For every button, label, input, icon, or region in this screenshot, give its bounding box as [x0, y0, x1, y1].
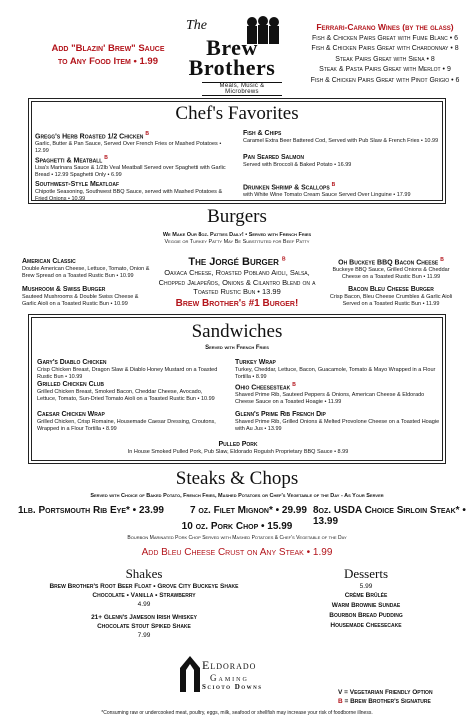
footnote: *Consuming raw or undercooked meat, poultry, eggs, milk, seafood or shellfish may increase your risk of foodborne illness. — [101, 710, 373, 716]
wine-row: Fish & Chicken Pairs Great with Chardonnay • 8 — [311, 45, 459, 52]
logo-brew: Brew — [206, 35, 258, 60]
menu-item: Turkey Wrap Turkey, Cheddar, Lettuce, Bacon, Guacamole, Tomato & Mayo Wrapped in a Flour Tortilla • 8.99 — [235, 359, 436, 380]
wine-row: Fish & Chicken Pairs Great with Pinot Grigio • 6 — [310, 76, 460, 84]
dessert-price: 5.99 — [359, 583, 373, 590]
menu-item: Bacon Bleu Cheese Burger Crisp Bacon, Bleu Cheese Crumbles & Garlic Aioli Served on a Toasted Rustic Bun • 11.99 — [329, 286, 453, 307]
steaks-sub: Served with Choice of Baked Potato, French Fries, Mashed Potatoes or Chef's Vegetable of the Day - As Your Server — [90, 493, 384, 499]
promo-line: to Any Food Item • 1.99 — [57, 56, 158, 67]
legend-sig-mark: B — [338, 698, 343, 705]
chefs-title: Chef's Favorites — [175, 103, 299, 124]
menu-item: American Classic Double American Cheese, Lettuce, Tomato, Onion & Brew Spread on a Toasted Rustic Bun • 10.99 — [22, 258, 150, 279]
steak-item: 8oz. USDA Choice Sirloin Steak* • 13.99 — [313, 505, 466, 527]
legend-sig: = Brew Brother's Signature — [344, 698, 431, 705]
logo-the: The — [186, 18, 207, 33]
menu-item: Caesar Chicken Wrap Grilled Chicken, Crisp Romaine, Housemade Caesar Dressing, Croutons, Wrapped in a Flour Tortilla • 8.99 — [37, 411, 216, 432]
steak-item: 1lb. Portsmouth Rib Eye* • 23.99 — [18, 505, 164, 516]
sandwiches-title: Sandwiches — [191, 321, 283, 342]
menu-item: Pulled Pork In House Smoked Pulled Pork, Pub Slaw, Eldorado Roguish Proprietary BBQ Sauce • 8.99 — [127, 441, 349, 455]
sandwiches-sub: Served with French Fries — [205, 345, 269, 351]
brand-name: Scioto Downs — [202, 683, 263, 691]
dessert-item: Warm Brownie Sundae — [331, 602, 401, 609]
shake-line: Brew Brother's Root Beer Float • Grove City Buckeye Shake — [49, 583, 239, 590]
wine-row: Steak & Pasta Pairs Great with Merlot • 9 — [319, 66, 451, 73]
menu-item: Mushroom & Swiss Burger Sauteed Mushrooms & Double Swiss Cheese & Garlic Aioli on a Toasted Rustic Bun • 10.99 — [22, 286, 139, 307]
burgers-intro: We Make Our 8oz. Patties Daily! • Served with French Fries Veggie or Turkey Patty May Be Substituted for Beef Patty — [162, 232, 312, 245]
sauce-promo — [48, 42, 168, 68]
steak-addon: Add Bleu Cheese Crust on Any Steak • 1.99 — [141, 547, 333, 558]
menu-item: Oh Buckeye BBQ Bacon Cheese $^B$ Buckeye BBQ Sauce, Grilled Onions & Cheddar Cheese on a Toasted Rustic Bun • 11.99 — [332, 257, 450, 281]
menu-item: Pan Seared Salmon Served with Broccoli & Baked Potato • 16.99 — [243, 154, 352, 168]
legend-veg: V = Vegetarian Friendly Option — [338, 689, 433, 696]
legend — [338, 688, 458, 706]
dessert-item: Housemade Cheesecake — [330, 622, 402, 629]
shake-price: 4.99 — [137, 601, 151, 608]
wine-row: Steak Pairs Great with Siena • 8 — [335, 55, 435, 63]
eldorado-mark-icon — [180, 656, 200, 692]
steak-item: 7 oz. Filet Mignon* • 29.99 — [190, 505, 307, 516]
menu-item: Ohio Cheesesteak $^B$ Shaved Prime Rib, Sauteed Peppers & Onions, American Cheese & Eldorado Cheese Sauce on a Toasted Hoagie • 11.99 — [235, 382, 425, 406]
sandwiches-section — [28, 314, 446, 464]
brand-name: Gaming — [210, 673, 249, 683]
desserts-title: Desserts — [343, 566, 389, 581]
logo-brothers: Brothers — [188, 55, 276, 80]
brew-brothers-logo — [180, 14, 284, 94]
pork-desc: Bourbon Marinated Pork Chop Served with Mashed Potatoes & Chef's Vegetable of the Day — [127, 535, 347, 541]
menu-item: Drunken Shrimp & Scallops $^B$ with White Wine Tomato Cream Sauce Served Over Linguine • 17.99 — [243, 182, 411, 199]
wine-row: Fish & Chicken Pairs Great with Fume Blanc • 6 — [312, 34, 458, 42]
shake-price: 7.99 — [137, 632, 151, 639]
shakes-title: Shakes — [125, 566, 163, 581]
menu-item: Spaghetti & Meatball $^B$ Lisa's Marinara Sauce & 1/2lb Veal Meatball Served over Spaghetti with Garlic Bread • 12.99 Spaghetti Only • 6.99 — [35, 155, 226, 179]
shakes-section — [24, 566, 264, 640]
steaks-title: Steaks & Chops — [175, 468, 299, 489]
menu-item: Gregg's Herb Roasted 1/2 Chicken $^B$ Garlic, Butter & Pan Sauce, Served Over French Fries or Mashed Potatoes • 12.99 — [35, 131, 222, 155]
pork-chop: 10 oz. Pork Chop • 15.99 — [181, 521, 293, 532]
brand-name: Eldorado — [202, 658, 257, 672]
wine-list — [300, 22, 470, 86]
shake-line: 21+ Glenn's Jameson Irish Whiskey — [91, 614, 197, 621]
feature-burger: The Jorgé Burger $^B$ Oaxaca Cheese, Roasted Poblano Aioli, Salsa, Chopped Jalapeños, Onions & Cilantro Blend on a Toasted Rustic Bun • 13.99 Brew Brother's #1 Burger! — [150, 256, 324, 309]
menu-item: Grilled Chicken Club Grilled Chicken Breast, Smoked Bacon, Cheddar Cheese, Avocado, Lettuce, Tomato, Sun-Dried Tomato Aioli on a Toasted Rustic Bun • 10.99 — [37, 381, 215, 402]
menu-item: Gary's Diablo Chicken Crisp Chicken Breast, Dragon Slaw & Diablo Honey Mustard on a Toasted Rustic Bun • 10.99 — [37, 359, 218, 380]
feature-burger-tag: Brew Brother's #1 Burger! — [175, 297, 299, 309]
eldorado-brand — [202, 658, 312, 691]
shake-line: Chocolate • Vanilla • Strawberry — [92, 592, 196, 599]
menu-item: Fish & Chips Caramel Extra Beer Battered Cod, Served with Pub Slaw & French Fries • 10.99 — [243, 130, 439, 144]
logo-tagline: Meals, Music & Microbrews — [202, 82, 282, 96]
burgers-title: Burgers — [207, 206, 267, 227]
promo-line: Add "Blazin' Brew" Sauce — [51, 43, 165, 54]
menu-item: Glenn's Prime Rib French Dip Shaved Prime Rib, Grilled Onions & Melted Provolone Cheese on a Toasted Hoagie with Au Jus • 13.99 — [235, 411, 440, 432]
dessert-item: Crème Brûlée — [344, 592, 388, 599]
menu-item: Southwest-Style Meatloaf Chipotle Seasoning, Southwest BBQ Sauce, served with Mashed Potatoes & Fried Onions • 10.99 — [35, 181, 223, 202]
chefs-favorites-section — [28, 98, 446, 204]
shake-line: Chocolate Stout Spiked Shake — [97, 623, 191, 630]
desserts-section — [286, 566, 446, 631]
wine-title: Ferrari-Carano Wines (by the glass) — [316, 22, 454, 32]
dessert-item: Bourbon Bread Pudding — [329, 612, 403, 619]
feature-burger-name: The Jorgé Burger — [188, 256, 279, 268]
